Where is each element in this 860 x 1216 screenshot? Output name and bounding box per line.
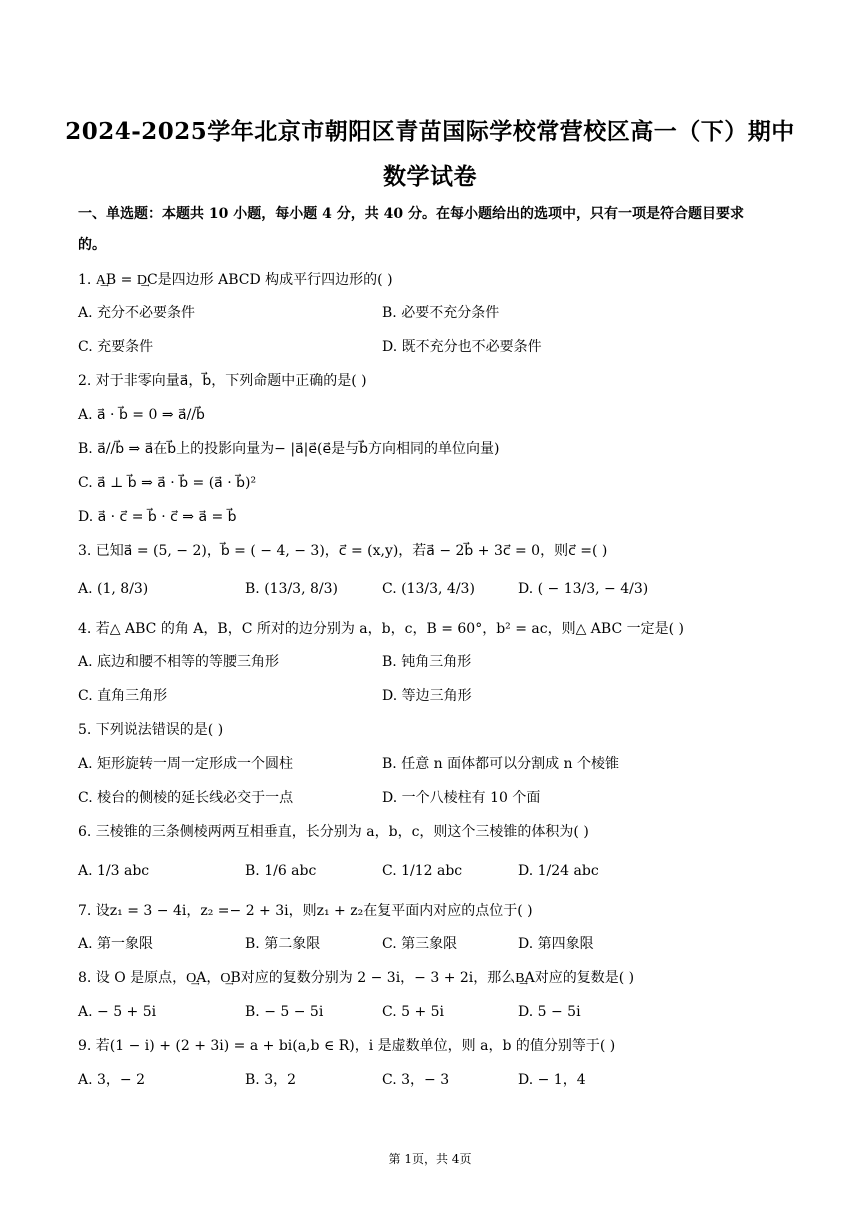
question-8-option-c: C. 5 + 5i xyxy=(382,1004,445,1020)
question-7-option-d: D. 第四象限 xyxy=(518,936,594,952)
question-6-option-b: B. 1/6 abc xyxy=(245,863,317,879)
question-6-option-a: A. 1/3 abc xyxy=(78,863,150,879)
question-1-option-c: C. 充要条件 xyxy=(78,339,154,355)
section-heading-line-2: 的。 xyxy=(78,237,106,253)
question-4-option-a: A. 底边和腰不相等的等腰三角形 xyxy=(78,654,280,670)
question-7-option-c: C. 第三象限 xyxy=(382,936,458,952)
question-5-option-a: A. 矩形旋转一周一定形成一个圆柱 xyxy=(78,756,294,772)
page-footer: 第 1页，共 4页 xyxy=(388,1152,472,1166)
question-8-option-d: D. 5 − 5i xyxy=(518,1004,581,1020)
question-7-stem: 7. 设z₁ = 3 − 4i，z₂ =− 2 + 3i，则z₁ + z₂在复平面内对应的点位于( ) xyxy=(78,903,533,919)
question-1-option-d: D. 既不充分也不必要条件 xyxy=(382,339,542,355)
exam-title-line-2: 数学试卷 xyxy=(383,163,477,190)
question-5-option-b: B. 任意 n 面体都可以分割成 n 个棱锥 xyxy=(382,756,620,772)
question-4-option-b: B. 钝角三角形 xyxy=(382,654,472,670)
question-2-stem: 2. 对于非零向量a⃗，b⃗，下列命题中正确的是( ) xyxy=(78,373,367,389)
question-5-option-d: D. 一个八棱柱有 10 个面 xyxy=(382,790,541,806)
question-9-option-d: D. − 1，4 xyxy=(518,1072,586,1088)
question-3-option-c: C. (13/3, 4/3) xyxy=(382,581,475,597)
question-2-option-d: D. a⃗ · c⃗ = b⃗ · c⃗ ⇒ a⃗ = b⃗ xyxy=(78,509,237,525)
question-3-option-a: A. (1, 8/3) xyxy=(78,581,149,597)
question-2-option-b: B. a⃗//b⃗ ⇒ a⃗在b⃗上的投影向量为− |a⃗|e⃗(e⃗是与b⃗方向相同的单位向量) xyxy=(78,441,500,457)
question-7-option-b: B. 第二象限 xyxy=(245,936,321,952)
question-7-option-a: A. 第一象限 xyxy=(78,936,154,952)
question-5-stem: 5. 下列说法错误的是( ) xyxy=(78,722,224,738)
question-3-stem: 3. 已知a⃗ = (5, − 2)，b⃗ = ( − 4, − 3)，c⃗ = (x,y)，若a⃗ − 2b⃗ + 3c⃗ = 0，则c⃗ =( ) xyxy=(78,543,608,559)
question-5-option-c: C. 棱台的侧棱的延长线必交于一点 xyxy=(78,790,294,806)
question-9-option-a: A. 3，− 2 xyxy=(78,1072,146,1088)
question-3-option-d: D. ( − 13/3, − 4/3) xyxy=(518,581,649,597)
question-6-option-d: D. 1/24 abc xyxy=(518,863,599,879)
question-9-option-b: B. 3，2 xyxy=(245,1072,297,1088)
question-1-stem: 1. A͢B = D͢C是四边形 ABCD 构成平行四边形的( ) xyxy=(78,272,393,288)
question-8-option-b: B. − 5 − 5i xyxy=(245,1004,324,1020)
question-9-option-c: C. 3，− 3 xyxy=(382,1072,450,1088)
question-8-option-a: A. − 5 + 5i xyxy=(78,1004,157,1020)
question-1-option-a: A. 充分不必要条件 xyxy=(78,305,196,321)
section-heading-line-1: 一、单选题：本题共 10 小题，每小题 4 分，共 40 分。在每小题给出的选项中，只有一项是符合题目要求 xyxy=(78,206,744,222)
question-6-option-c: C. 1/12 abc xyxy=(382,863,463,879)
exam-title-line-1: 2024-2025学年北京市朝阳区青苗国际学校常营校区高一（下）期中 xyxy=(65,118,795,145)
question-2-option-c: C. a⃗ ⊥ b⃗ ⇒ a⃗ · b⃗ = (a⃗ · b⃗)² xyxy=(78,475,257,491)
question-2-option-a: A. a⃗ · b⃗ = 0 ⇒ a⃗//b⃗ xyxy=(78,407,205,423)
question-1-option-b: B. 必要不充分条件 xyxy=(382,305,500,321)
question-8-stem: 8. 设 O 是原点，O͢A，O͢B对应的复数分别为 2 − 3i，− 3 + 2i，那么B͢A对应的复数是( ) xyxy=(78,970,635,986)
question-4-stem: 4. 若△ ABC 的角 A，B，C 所对的边分别为 a，b，c，B = 60°，b² = ac，则△ ABC 一定是( ) xyxy=(78,621,684,637)
question-3-option-b: B. (13/3, 8/3) xyxy=(245,581,338,597)
question-6-stem: 6. 三棱锥的三条侧棱两两互相垂直，长分别为 a，b，c，则这个三棱锥的体积为( ) xyxy=(78,824,589,840)
question-9-stem: 9. 若(1 − i) + (2 + 3i) = a + bi(a,b ∈ R)，i 是虚数单位，则 a，b 的值分别等于( ) xyxy=(78,1038,616,1054)
question-4-option-d: D. 等边三角形 xyxy=(382,688,472,704)
question-4-option-c: C. 直角三角形 xyxy=(78,688,168,704)
